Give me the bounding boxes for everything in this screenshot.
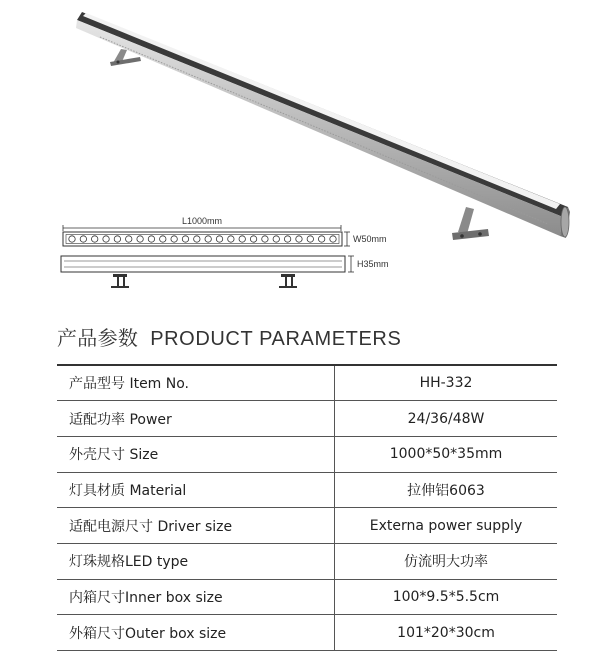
param-value: 101*20*30cm (335, 615, 558, 651)
param-value: Externa power supply (335, 508, 558, 544)
param-label: 外壳尺寸 Size (57, 436, 335, 472)
dimension-top-view (63, 225, 350, 246)
parameters-table (57, 364, 557, 651)
table-row (57, 615, 557, 651)
led-bar-render (76, 12, 570, 238)
table-row (57, 472, 557, 508)
height-dimension-label: H35mm (357, 259, 389, 269)
table-row (57, 401, 557, 437)
param-label: 产品型号 Item No. (57, 365, 335, 401)
product-illustration (0, 0, 603, 320)
table-row (57, 436, 557, 472)
table-row (57, 508, 557, 544)
length-dimension-label: L1000mm (182, 216, 223, 226)
width-dimension-label: W50mm (353, 234, 387, 244)
param-label: 适配功率 Power (57, 401, 335, 437)
mounting-bracket-right (452, 207, 489, 240)
param-label: 内箱尺寸Inner box size (57, 579, 335, 615)
param-value: 100*9.5*5.5cm (335, 579, 558, 615)
param-label: 外箱尺寸Outer box size (57, 615, 335, 651)
param-label: 灯具材质 Material (57, 472, 335, 508)
param-label: 灯珠规格LED type (57, 543, 335, 579)
param-value: 1000*50*35mm (335, 436, 558, 472)
param-value: 24/36/48W (335, 401, 558, 437)
table-row (57, 365, 557, 401)
table-row (57, 579, 557, 615)
section-title (57, 322, 401, 351)
param-value: HH-332 (335, 365, 558, 401)
table-row (57, 543, 557, 579)
param-value: 拉伸铝6063 (335, 472, 558, 508)
section-title-cn: 产品参数 (57, 326, 139, 350)
dimension-side-view (61, 256, 354, 288)
param-label: 适配电源尺寸 Driver size (57, 508, 335, 544)
param-value: 仿流明大功率 (335, 543, 558, 579)
section-title-en: PRODUCT PARAMETERS (150, 328, 402, 350)
